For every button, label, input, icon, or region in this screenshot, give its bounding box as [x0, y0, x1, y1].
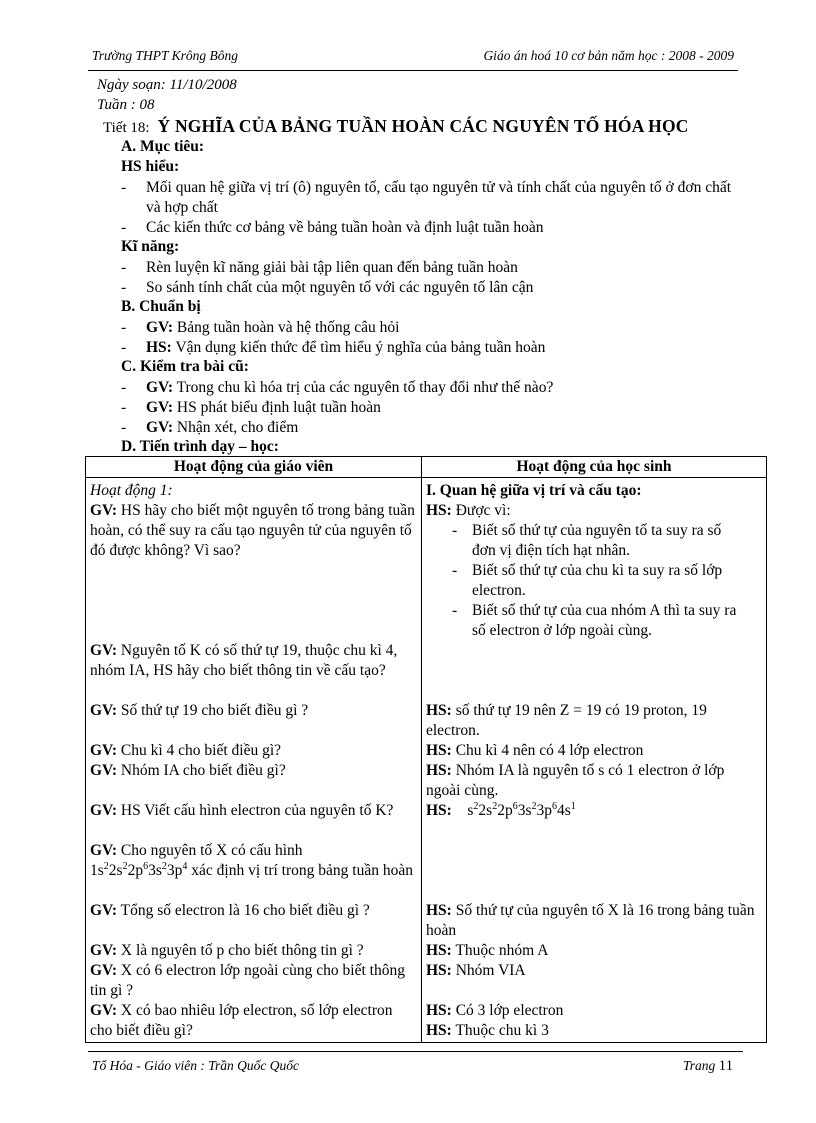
teacher-q9: GV: X là nguyên tố p cho biết thông tin gì ?: [90, 942, 364, 959]
student-a7: HS: Nhóm VIA: [426, 962, 526, 979]
section-c-heading: C. Kiểm tra bài cũ:: [121, 358, 249, 375]
teacher-q4: GV: Chu kì 4 cho biết điều gì?: [90, 742, 282, 759]
student-a9: HS: Thuộc chu kì 3: [426, 1022, 549, 1039]
config-x: $1s^22s^22p^63s^23p^4$: [90, 860, 188, 879]
activity-label: Hoạt động 1:: [90, 482, 173, 499]
student-a4: HS: $s^22s^22p^63s^23p^64s^1$: [426, 800, 576, 819]
header-divider: [88, 70, 738, 71]
lesson-label: Tiết 18:: [103, 120, 150, 136]
footer-page-label: Trang: [683, 1058, 716, 1073]
student-intro: HS: Được vì:: [426, 502, 511, 519]
teacher-q3: GV: Số thứ tự 19 cho biết điều gì ?: [90, 702, 309, 719]
teacher-q1: GV: HS hãy cho biết một nguyên tố trong bảng tuần hoàn, có thể suy ra cấu tạo nguyên tử của nguyên tố đó được không? Vì sao?: [90, 502, 415, 559]
header-course: Giáo án hoá 10 cơ bản năm học : 2008 - 2009: [483, 48, 734, 63]
hs-hieu-item-1: Mối quan hệ giữa vị trí (ô) nguyên tố, cấu tạo nguyên tử và tính chất của nguyên tố ở đơn chất và hợp chất: [146, 179, 732, 216]
student-a6: HS: Thuộc nhóm A: [426, 942, 549, 959]
week: Tuần : 08: [97, 97, 155, 113]
role-label: GV:: [146, 399, 173, 416]
student-a5: HS: Số thứ tự của nguyên tố X là 16 trong bảng tuần hoàn: [426, 902, 755, 939]
hs-hieu-item-2: Các kiến thức cơ bảng về bảng tuần hoàn và định luật tuần hoàn: [146, 219, 544, 236]
b-item-2: Vận dụng kiến thức để tìm hiểu ý nghĩa của bảng tuần hoàn: [171, 339, 546, 356]
footer-divider: [88, 1051, 743, 1052]
teacher-q5: GV: Nhóm IA cho biết điều gì?: [90, 762, 286, 779]
ki-nang-item-2: So sánh tính chất của một nguyên tố với các nguyên tố lân cận: [146, 279, 534, 296]
role-label: GV:: [146, 319, 173, 336]
teacher-q2: GV: Nguyên tố K có số thứ tự 19, thuộc chu kì 4, nhóm IA, HS hãy cho biết thông tin về cấu tạo?: [90, 642, 398, 679]
section-a-heading: A. Mục tiêu:: [121, 138, 205, 155]
header-school: Trường THPT Krông Bông: [92, 48, 238, 63]
student-heading: I. Quan hệ giữa vị trí và cấu tạo:: [426, 482, 642, 499]
role-label: GV:: [146, 419, 173, 436]
footer-page: [683, 1058, 733, 1075]
student-a3: HS: Nhóm IA là nguyên tố s có 1 electron ở lớp ngoài cùng.: [426, 762, 725, 799]
role-label: GV:: [146, 379, 173, 396]
lesson-title-row: [103, 116, 689, 137]
table-header-teacher: Hoạt động của giáo viên: [86, 457, 422, 478]
b-item-1: Bảng tuần hoàn và hệ thống câu hỏi: [173, 319, 400, 336]
c-item-2: HS phát biểu định luật tuần hoàn: [173, 399, 381, 416]
student-a8: HS: Có 3 lớp electron: [426, 1002, 564, 1019]
footer-author: Tổ Hóa - Giáo viên : Trần Quốc Quốc: [92, 1058, 299, 1073]
page-number: 11: [718, 1058, 734, 1074]
c-item-1: Trong chu kì hóa trị của các nguyên tố thay đổi như thế nào?: [173, 379, 554, 396]
teacher-q10: GV: X có 6 electron lớp ngoài cùng cho biết thông tin gì ?: [90, 962, 405, 999]
student-a2: HS: Chu kì 4 nên có 4 lớp electron: [426, 742, 644, 759]
section-d-heading: D. Tiến trình dạy – học:: [121, 438, 279, 455]
teacher-q7: GV: Cho nguyên tố X có cấu hình $1s^22s^22p^63s^23p^4$ xác định vị trí trong bảng tuần hoàn: [90, 842, 413, 879]
table-header-student: Hoạt động của học sinh: [422, 457, 767, 478]
lesson-activity-table: [85, 456, 767, 1043]
teacher-column: [86, 478, 422, 1043]
ki-nang-heading: Kĩ năng:: [121, 238, 180, 255]
c-item-3: Nhận xét, cho điểm: [173, 419, 299, 436]
page-header: [92, 48, 734, 68]
prep-date: Ngày soạn: 11/10/2008: [97, 77, 237, 93]
student-column: I. Quan hệ giữa vị trí và cấu tạo: HS: Được vì: - Biết số thứ tự của nguyên tố ta suy ra số đơn vị điện tích hạt nhân. - Biết số thứ tự của chu kì ta suy ra số lớp electron. - Biết số thứ tự của cua nhóm A thì ta suy ra số electron ở lớp ngoài cùng. HS: số thứ tự 19 nên Z = 19 có 19 proton, 19 electron. HS: Chu kì 4 nên có 4 lớp electron HS: Nhóm IA là nguyên tố s có 1 electron ở lớp ngoài cùng. HS: $s^22s^22p^63s^23p^64s^1$ HS: Số thứ tự của nguyên tố X là 16 trong bảng tuần hoàn HS: Thuộc nhóm A HS: Nhóm VIA HS: Có 3 lớp electron HS: Thuộc chu kì 3: [422, 478, 767, 1043]
student-a1: HS: số thứ tự 19 nên Z = 19 có 19 proton, 19 electron.: [426, 702, 707, 739]
ki-nang-item-1: Rèn luyện kĩ năng giải bài tập liên quan đến bảng tuần hoàn: [146, 259, 518, 276]
hs-hieu-heading: HS hiểu:: [121, 158, 180, 175]
teacher-q6: GV: HS Viết cấu hình electron của nguyên tố K?: [90, 802, 394, 819]
list-item: - Mối quan hệ giữa vị trí (ô) nguyên tố, cấu tạo nguyên tử và tính chất của nguyên tố ở đơn chất và hợp chất: [121, 178, 741, 218]
lesson-title: Ý NGHĨA CỦA BẢNG TUẦN HOÀN CÁC NGUYÊN TỐ HÓA HỌC: [157, 116, 689, 136]
section-b-heading: B. Chuẩn bị: [121, 298, 201, 315]
role-label: HS:: [146, 339, 172, 356]
teacher-q8: GV: Tổng số electron là 16 cho biết điều gì ?: [90, 902, 370, 919]
teacher-q11: GV: X có bao nhiêu lớp electron, số lớp electron cho biết điều gì?: [90, 1002, 393, 1039]
